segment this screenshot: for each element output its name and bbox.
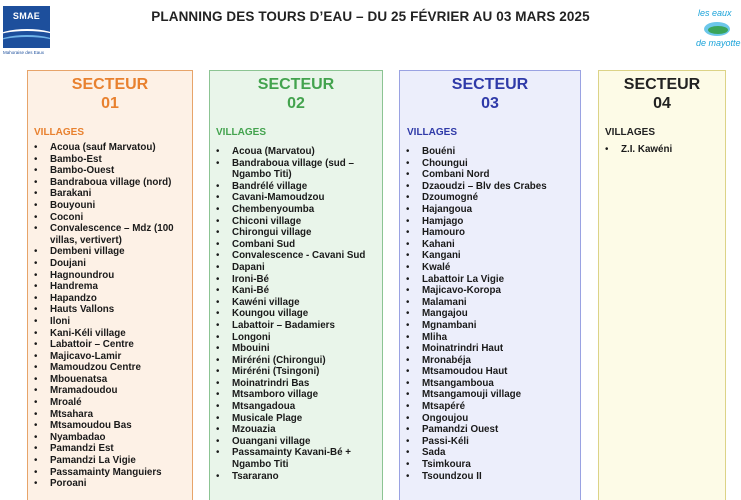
village-item: • Pamandzi Est: [28, 443, 192, 455]
village-item: • Mtsamoudou Bas: [28, 420, 192, 432]
village-item: • Kani-Bé: [210, 285, 382, 297]
sector-number: 02: [287, 95, 305, 112]
villages-label: VILLAGES: [216, 127, 267, 138]
village-item: • Mtsamboro village: [210, 389, 382, 401]
village-item: • Dapani: [210, 262, 382, 274]
village-item: • Tsararano: [210, 471, 382, 483]
village-item: • Bambo-Est: [28, 154, 192, 166]
smae-logo-text: SMAE: [12, 11, 41, 21]
village-item: • Mamoudzou Centre: [28, 362, 192, 374]
village-list: [210, 146, 382, 482]
village-item: • Mronabéja: [400, 355, 580, 367]
village-list: [599, 144, 725, 156]
village-item: • Chirongui village: [210, 227, 382, 239]
village-item: • Tsoundzou II: [400, 471, 580, 483]
village-item: • Coconi: [28, 212, 192, 224]
village-item: • Hamjago: [400, 216, 580, 228]
sector-02-header: [210, 75, 382, 113]
villages-label: VILLAGES: [605, 127, 656, 138]
village-item: • Miréréni (Chirongui): [210, 355, 382, 367]
village-item: • Acoua (sauf Marvatou): [28, 142, 192, 154]
logo-line-2: de mayotte: [696, 38, 741, 48]
village-item: • Ouangani village: [210, 436, 382, 448]
village-item: • Convalescence - Cavani Sud: [210, 250, 382, 262]
village-item: • Ironi-Bé: [210, 274, 382, 286]
village-item: • Koungou village: [210, 308, 382, 320]
village-item: • Choungui: [400, 158, 580, 170]
village-item: • Z.I. Kawéni: [599, 144, 725, 156]
village-list: [28, 142, 192, 490]
village-item: • Poroani: [28, 478, 192, 490]
village-item: • Handrema: [28, 281, 192, 293]
village-item: • Labattoir – Centre: [28, 339, 192, 351]
village-item: • Hamouro: [400, 227, 580, 239]
village-item: • Bouéni: [400, 146, 580, 158]
village-item: • Barakani: [28, 188, 192, 200]
village-list: [400, 146, 580, 482]
sector-title: SECTEUR: [71, 76, 149, 93]
village-item: • Combani Sud: [210, 239, 382, 251]
village-item: • Mroalé: [28, 397, 192, 409]
village-item: • Bandraboua village (nord): [28, 177, 192, 189]
eaux-de-mayotte-logo: [694, 8, 740, 54]
village-item: • Malamani: [400, 297, 580, 309]
village-item: • Kawéni village: [210, 297, 382, 309]
sector-title: SECTEUR: [451, 76, 529, 93]
village-item: • Hapandzo: [28, 293, 192, 305]
village-item: • Mtsangamouji village: [400, 389, 580, 401]
village-item: • Combani Nord: [400, 169, 580, 181]
smae-logo-mark: [3, 6, 50, 48]
sector-01-panel: [27, 70, 193, 500]
village-item: • Sada: [400, 447, 580, 459]
island-icon: [708, 26, 728, 34]
village-item: • Hagnoundrou: [28, 270, 192, 282]
village-item: • Dembeni village: [28, 246, 192, 258]
village-item: • Pamandzi La Vigie: [28, 455, 192, 467]
village-item: • Mgnambani: [400, 320, 580, 332]
village-item: • Iloni: [28, 316, 192, 328]
village-item: • Pamandzi Ouest: [400, 424, 580, 436]
village-item: • Kwalé: [400, 262, 580, 274]
village-item: • Moinatrindri Bas: [210, 378, 382, 390]
village-item: • Moinatrindri Haut: [400, 343, 580, 355]
sector-03-panel: [399, 70, 581, 500]
sector-01-header: [28, 75, 192, 113]
sector-title: SECTEUR: [257, 76, 335, 93]
village-item: • Chiconi village: [210, 216, 382, 228]
village-item: • Longoni: [210, 332, 382, 344]
village-item: • Mangajou: [400, 308, 580, 320]
sector-title: SECTEUR: [623, 76, 701, 93]
village-item: • Passamainty Manguiers: [28, 467, 192, 479]
smae-logo: [3, 6, 51, 55]
village-item: • Kahani: [400, 239, 580, 251]
villages-label: VILLAGES: [34, 127, 85, 138]
village-item: • Mbouenatsa: [28, 374, 192, 386]
village-item: • Dzoumogné: [400, 192, 580, 204]
villages-label: VILLAGES: [407, 127, 458, 138]
village-item: • Labattoir – Badamiers: [210, 320, 382, 332]
village-item: • Dzaoudzi – Blv des Crabes: [400, 181, 580, 193]
sector-number: 04: [653, 95, 671, 112]
village-item: • Mtsapéré: [400, 401, 580, 413]
village-item: • Bandrélé village: [210, 181, 382, 193]
sector-04-panel: [598, 70, 726, 500]
village-item: • Acoua (Marvatou): [210, 146, 382, 158]
logo-line-1: les eaux: [698, 8, 732, 18]
village-item: • Cavani-Mamoudzou: [210, 192, 382, 204]
village-item: • Majicavo-Lamir: [28, 351, 192, 363]
village-item: • Miréréni (Tsingoni): [210, 366, 382, 378]
village-item: • Hajangoua: [400, 204, 580, 216]
village-item: • Mzouazia: [210, 424, 382, 436]
village-item: • Doujani: [28, 258, 192, 270]
village-item: • Mtsangamboua: [400, 378, 580, 390]
village-item: • Mbouini: [210, 343, 382, 355]
village-item: • Musicale Plage: [210, 413, 382, 425]
sector-number: 03: [481, 95, 499, 112]
village-item: • Mtsamoudou Haut: [400, 366, 580, 378]
sector-03-header: [400, 75, 580, 113]
village-item: • Kangani: [400, 250, 580, 262]
village-item: • Mtsahara: [28, 409, 192, 421]
sector-number: 01: [101, 95, 119, 112]
village-item: • Mliha: [400, 332, 580, 344]
village-item: • Mramadoudou: [28, 385, 192, 397]
village-item: • Tsimkoura: [400, 459, 580, 471]
village-item: • Passi-Kéli: [400, 436, 580, 448]
village-item: • Nyambadao: [28, 432, 192, 444]
sector-04-header: [599, 75, 725, 113]
village-item: • Convalescence – Mdz (100 villas, vertivert): [28, 223, 192, 246]
village-item: • Bandraboua village (sud – Ngambo Titi): [210, 158, 382, 181]
village-item: • Hauts Vallons: [28, 304, 192, 316]
village-item: • Majicavo-Koropa: [400, 285, 580, 297]
village-item: • Bouyouni: [28, 200, 192, 212]
village-item: • Labattoir La Vigie: [400, 274, 580, 286]
sector-02-panel: [209, 70, 383, 500]
village-item: • Chembenyoumba: [210, 204, 382, 216]
smae-logo-subtitle: Mahoraise des Eaux: [3, 50, 45, 55]
village-item: • Ongoujou: [400, 413, 580, 425]
village-item: • Bambo-Ouest: [28, 165, 192, 177]
wave-icon: [3, 35, 50, 48]
village-item: • Passamainty Kavani-Bé + Ngambo Titi: [210, 447, 382, 470]
page-title: PLANNING DES TOURS D’EAU – DU 25 FÉVRIER AU 03 MARS 2025: [151, 9, 590, 24]
village-item: • Kani-Kéli village: [28, 328, 192, 340]
village-item: • Mtsangadoua: [210, 401, 382, 413]
